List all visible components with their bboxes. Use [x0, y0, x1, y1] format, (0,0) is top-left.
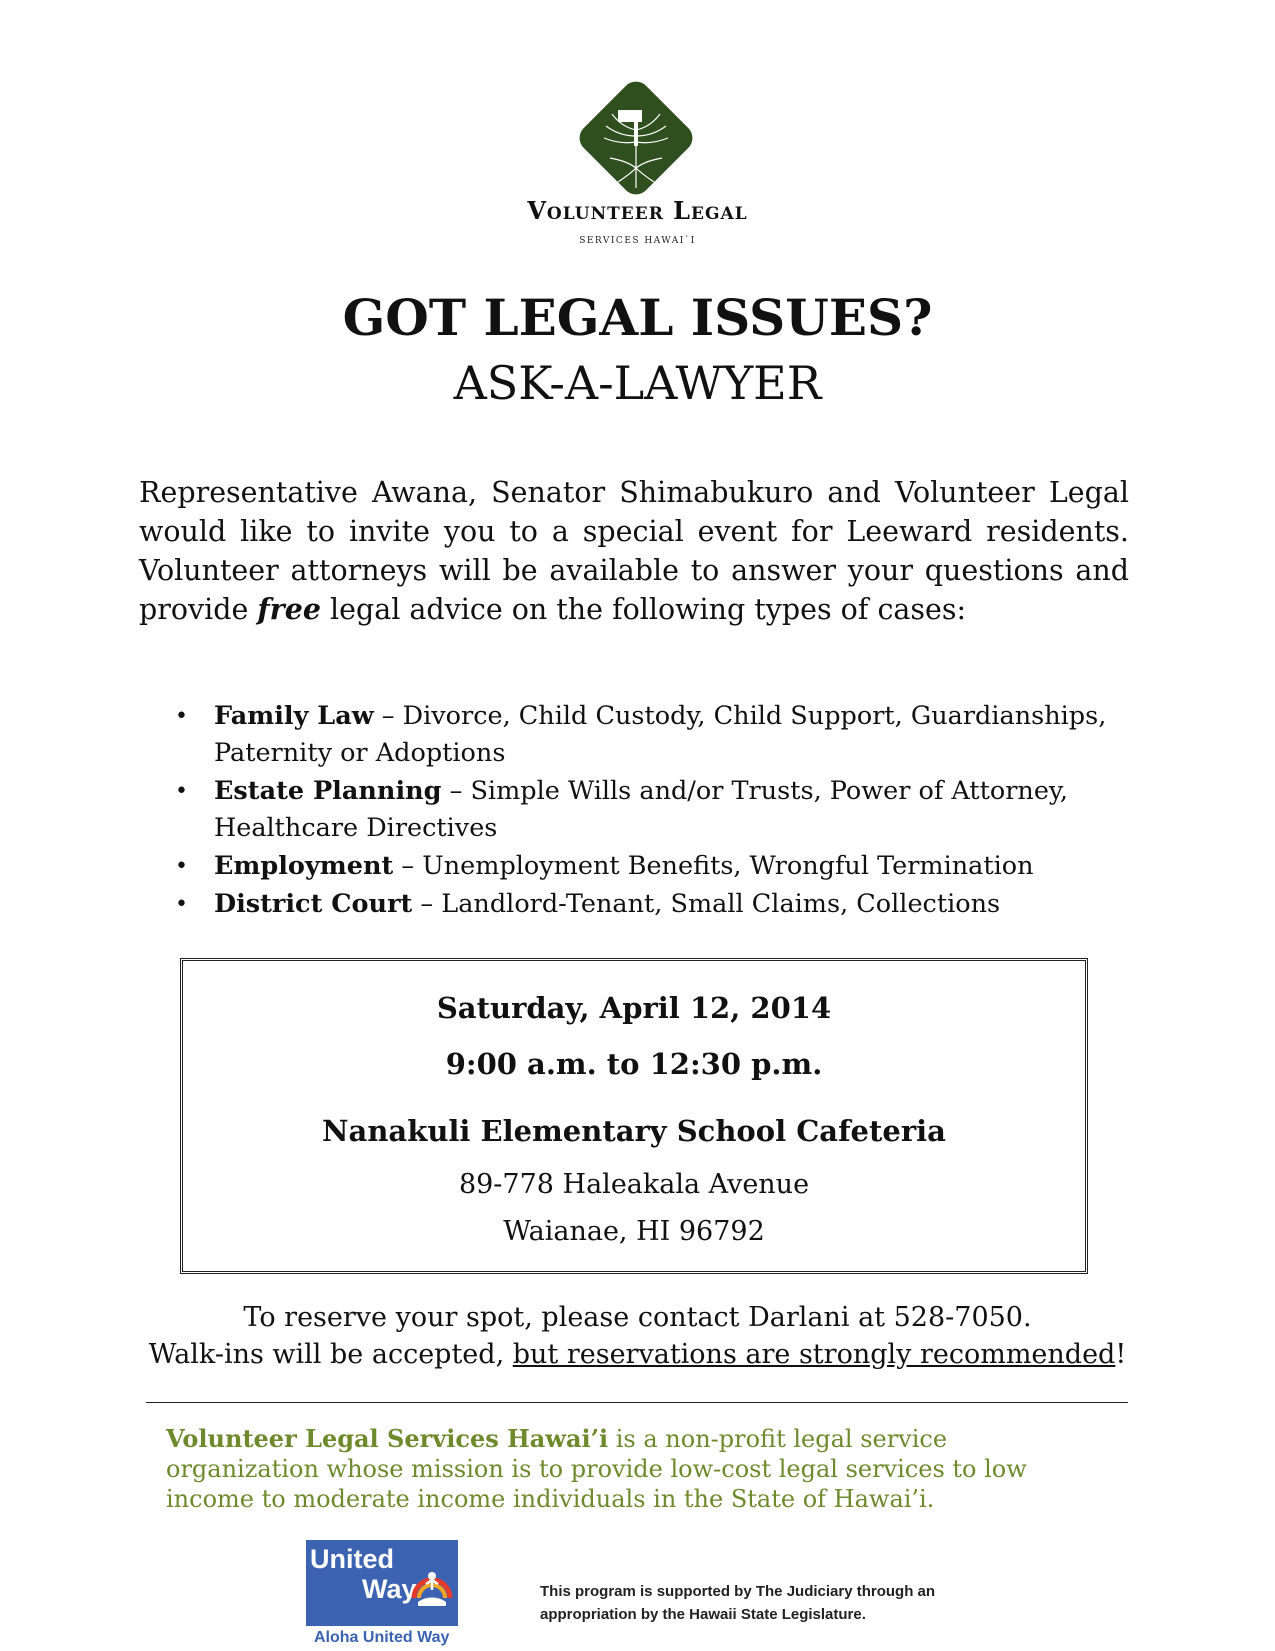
- mission-statement: [166, 1424, 1106, 1514]
- gavel-tree-logo-icon: [568, 70, 704, 206]
- event-address-line1: 89-778 Haleakala Avenue: [458, 1169, 810, 1200]
- case-detail: – Simple Wills and/or Trusts, Power of Attorney, Healthcare Directives: [214, 776, 1069, 843]
- intro-text-2: legal advice on the following types of cases:: [320, 593, 967, 626]
- bullet-icon: •: [175, 892, 188, 917]
- org-name: Volunteer Legal: [527, 196, 748, 225]
- case-title: District Court: [214, 889, 413, 919]
- united-way-hand-rainbow-icon: [408, 1558, 456, 1610]
- event-address-line2: Waianae, HI 96792: [503, 1216, 765, 1247]
- reserve-note-end: !: [1115, 1339, 1127, 1370]
- reserve-note-underlined: but reservations are strongly recommended: [512, 1339, 1116, 1370]
- bullet-icon: •: [175, 854, 188, 879]
- case-detail: – Landlord-Tenant, Small Claims, Collections: [412, 889, 1001, 919]
- united-way-tagline: Aloha United Way: [314, 1629, 450, 1646]
- headline: GOT LEGAL ISSUES?: [342, 288, 933, 347]
- divider: [146, 1402, 1128, 1403]
- mission-org: Volunteer Legal Services Hawai’i: [166, 1424, 609, 1453]
- intro-emphasis: free: [257, 592, 321, 626]
- case-title: Employment: [214, 851, 394, 881]
- reserve-contact: To reserve your spot, please contact Darlani at 528-7050.: [243, 1302, 1032, 1333]
- org-subtitle: SERVICES HAWAI`I: [579, 236, 696, 246]
- mission-text: is a non-profit legal service organization whose mission is to provide low-cost legal services to low income to moderate income individuals in the State of Hawai’i.: [166, 1425, 1027, 1513]
- united-way-logo: [306, 1540, 461, 1650]
- case-type-list: [175, 698, 1135, 924]
- event-location: Nanakuli Elementary School Cafeteria: [322, 1114, 946, 1148]
- case-title: Estate Planning: [214, 776, 442, 806]
- bullet-icon: •: [175, 779, 188, 804]
- intro-text-1: Representative Awana, Senator Shimabukuro and Volunteer Legal would like to invite you to a special event for Leeward residents. Volunteer attorneys will be available to answer your questions and provide: [139, 476, 1129, 626]
- subheadline: ASK-A-LAWYER: [453, 356, 822, 410]
- reserve-note-text: Walk-ins will be accepted,: [148, 1339, 513, 1370]
- case-title: Family Law: [214, 701, 374, 731]
- bullet-icon: •: [175, 704, 188, 729]
- case-detail: – Unemployment Benefits, Wrongful Termination: [393, 851, 1034, 881]
- event-time: 9:00 a.m. to 12:30 p.m.: [445, 1047, 823, 1081]
- list-item: [175, 698, 1135, 772]
- reserve-note: [0, 1339, 1275, 1370]
- list-item: [175, 848, 1135, 885]
- event-date: Saturday, April 12, 2014: [436, 991, 832, 1025]
- support-statement: This program is supported by The Judiciary through an appropriation by the Hawaii State Legislature.: [540, 1583, 936, 1623]
- united-way-word1: United: [310, 1544, 394, 1574]
- list-item: [175, 886, 1135, 923]
- event-details-box: [180, 958, 1088, 1274]
- united-way-box: [306, 1540, 458, 1626]
- list-item: [175, 773, 1135, 847]
- intro-paragraph: [139, 473, 1129, 629]
- united-way-word2: Way: [362, 1574, 417, 1604]
- case-detail: – Divorce, Child Custody, Child Support, Guardianships, Paternity or Adoptions: [214, 701, 1107, 768]
